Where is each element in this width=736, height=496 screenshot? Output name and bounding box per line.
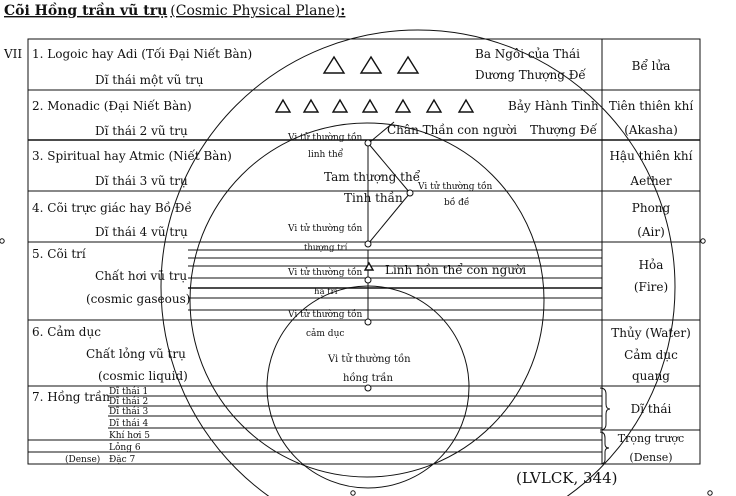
logoic-triangles xyxy=(324,57,418,73)
row5-right2: (Fire) xyxy=(633,280,669,294)
row3-left2: Dĩ thái 3 vũ trụ xyxy=(95,174,188,188)
row2-right2: (Akasha) xyxy=(624,123,678,137)
subplane-label: Dĩ thái 3 xyxy=(109,407,149,417)
row4-left2: Dĩ thái 4 vũ trụ xyxy=(95,225,188,239)
row2-mid2: Thượng Đế xyxy=(530,123,597,137)
subplane-label: Khí hơi 5 xyxy=(109,431,150,441)
vi-tu-tri-sub: thượng trí xyxy=(304,243,348,253)
diagram-title: Cõi Hồng trần vũ trụ (Cosmic Physical Plane): xyxy=(4,3,346,19)
row2-left2: Dĩ thái 2 vũ trụ xyxy=(95,124,188,138)
row7-right3: (Dense) xyxy=(629,451,673,464)
triangle-icon xyxy=(363,100,377,112)
row6-left3: (cosmic liquid) xyxy=(98,369,188,383)
mental-subplane-lines xyxy=(188,250,602,310)
triangle-icon xyxy=(361,57,381,73)
row5-left3: (cosmic gaseous) xyxy=(86,292,191,306)
linh-hon-label: Linh hồn thể con người xyxy=(385,263,527,277)
subplane-label: Dĩ thái 2 xyxy=(109,397,149,407)
row3-right2: Aether xyxy=(630,174,672,188)
roman-numeral: VII xyxy=(4,47,23,61)
vi-tu-cam-sub: cảm dục xyxy=(306,329,345,339)
subplane-label: Lỏng 6 xyxy=(109,443,141,453)
row1-mid1: Ba Ngôi của Thái xyxy=(475,47,580,61)
row5-right1: Hỏa xyxy=(638,258,664,272)
row1-left2: Dĩ thái một vũ trụ xyxy=(95,73,204,87)
vi-tu-bode-label: Vi tử thường tồn xyxy=(418,182,493,192)
vi-tu-linh-sub: linh thể xyxy=(308,150,344,160)
triangle-icon xyxy=(333,100,347,112)
row6-left2: Chất lỏng vũ trụ xyxy=(86,347,186,361)
subplane-label: Dĩ thái 1 xyxy=(109,387,149,397)
monadic-triangles xyxy=(276,100,473,112)
dense-left-label: (Dense) xyxy=(65,455,101,465)
triangle-icon xyxy=(324,57,344,73)
row1-right1: Bể lửa xyxy=(631,59,671,73)
row7-right1: Dĩ thái xyxy=(630,402,672,416)
row3-right1: Hậu thiên khí xyxy=(609,149,693,163)
triangle-icon xyxy=(459,100,473,112)
row4-right1: Phong xyxy=(631,201,671,215)
subplane-label: Đặc 7 xyxy=(109,455,136,465)
row5-left2: Chất hơi vũ trụ xyxy=(95,269,188,283)
row6-right1: Thủy (Water) xyxy=(611,326,691,340)
row7-right2: Trọng trược xyxy=(617,432,685,445)
vi-tu-ha-label: Vi tử thường tồn xyxy=(288,268,363,278)
vi-tu-cam-label: Vi tử thường tồn xyxy=(288,310,363,320)
row4-right2: (Air) xyxy=(637,225,665,239)
row6-left1: 6. Cảm dục xyxy=(32,325,101,339)
vi-tu-bode-sub: bồ đề xyxy=(444,198,470,208)
row6-right2: Cảm dục xyxy=(624,348,678,362)
triangle-icon xyxy=(427,100,441,112)
row2-left1: 2. Monadic (Đại Niết Bàn) xyxy=(32,99,192,113)
reference-citation: (LVLCK, 344) xyxy=(516,469,618,487)
vi-tu-ha-sub: hạ trí xyxy=(314,287,338,297)
vi-tu-hong-sub: hồng trần xyxy=(343,373,393,384)
row6-right3: quang xyxy=(632,369,670,383)
small-triangle-icon xyxy=(365,263,373,270)
row4-left1: 4. Cõi trực giác hay Bồ Đề xyxy=(32,201,192,215)
vi-tu-tri-label: Vi tử thường tồn xyxy=(288,224,363,234)
subplane-label: Dĩ thái 4 xyxy=(109,419,149,429)
row3-left1: 3. Spiritual hay Atmic (Niết Bàn) xyxy=(32,149,232,163)
row1-left1: 1. Logoic hay Adi (Tối Đại Niết Bàn) xyxy=(32,47,253,61)
row2-mid1: Bảy Hành Tinh xyxy=(508,99,599,113)
tam-thuong-the-label: Tam thượng thể xyxy=(324,170,421,184)
chan-than-label: Chân Thần con người xyxy=(387,123,517,137)
triangle-icon xyxy=(398,57,418,73)
triangle-icon xyxy=(304,100,318,112)
row1-mid2: Dương Thượng Đế xyxy=(475,68,586,82)
row2-right1: Tiên thiên khí xyxy=(608,99,694,113)
triangle-icon xyxy=(396,100,410,112)
row5-left1: 5. Cõi trí xyxy=(32,247,86,261)
row7-left1: 7. Hồng trần xyxy=(32,390,110,404)
tinh-than-label: Tinh thần xyxy=(344,191,403,205)
triangle-icon xyxy=(276,100,290,112)
vi-tu-hong-label: Vi tử thường tồn xyxy=(328,354,411,365)
vi-tu-linh-label: Vi tử thường tồn xyxy=(288,133,363,143)
